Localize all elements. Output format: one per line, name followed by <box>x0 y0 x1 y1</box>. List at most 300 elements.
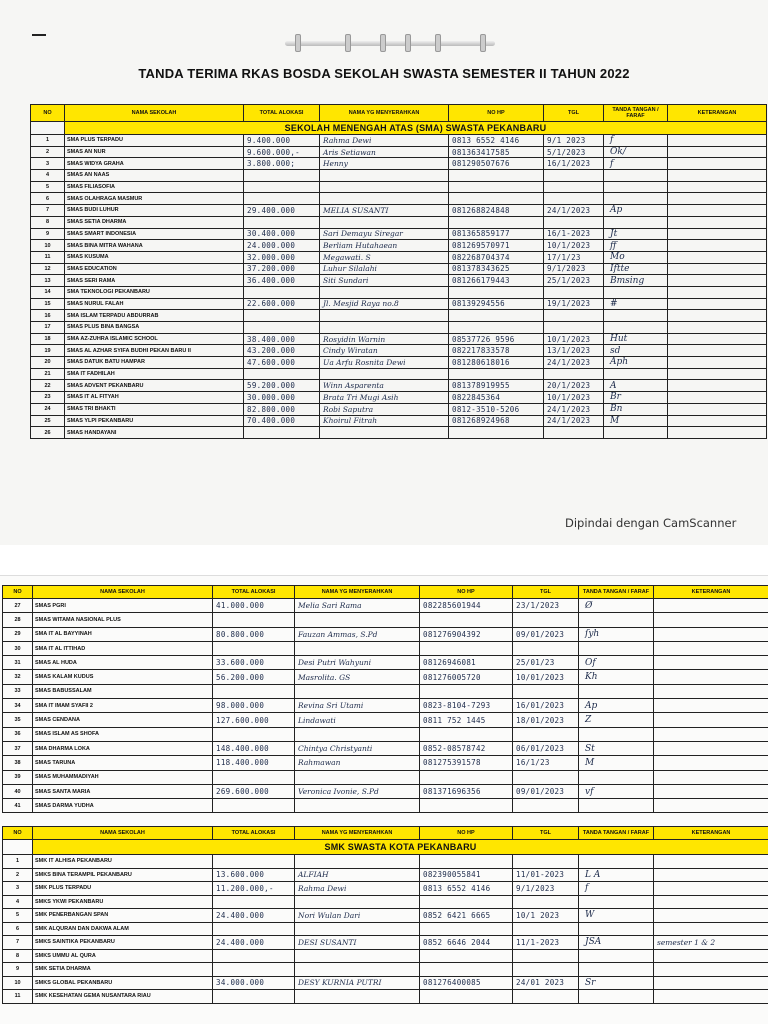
cell-no: 26 <box>31 427 65 439</box>
table-row <box>3 770 768 784</box>
cell-phone: 08126946081 <box>420 656 513 670</box>
cell-school: SMK PENERBANGAN SPAN <box>33 909 213 923</box>
cell-phone: 0812-3510-5206 <box>449 403 544 415</box>
table-row <box>31 357 767 369</box>
cell-date <box>513 684 579 698</box>
cell-date: 24/1/2023 <box>544 357 604 369</box>
table-row <box>3 641 768 655</box>
cell-school: SMAS NURUL FALAH <box>65 298 244 310</box>
cell-phone: 0852 6646 2044 <box>420 936 513 950</box>
cell-signature: f <box>579 882 654 896</box>
header-date: TGL <box>513 586 579 599</box>
cell-phone: 082390055841 <box>420 868 513 882</box>
cell-no: 1 <box>31 135 65 147</box>
cell-no: 9 <box>3 963 33 977</box>
header-submitter: NAMA YG MENYERAHKAN <box>295 586 420 599</box>
cell-no: 30 <box>3 641 33 655</box>
cell-school: SMAS YLPI PEKANBARU <box>65 415 244 427</box>
cell-no: 8 <box>31 216 65 228</box>
cell-date <box>513 922 579 936</box>
cell-date <box>513 963 579 977</box>
cell-school: SMAS TARUNA <box>33 756 213 770</box>
cell-school: SMAS BINA MITRA WAHANA <box>65 240 244 252</box>
cell-date: 24/1/2023 <box>544 415 604 427</box>
cell-signature: f <box>604 158 668 170</box>
cell-phone: 082217833578 <box>449 345 544 357</box>
cell-total: 47.600.000 <box>244 357 320 369</box>
table-row <box>3 727 768 741</box>
cell-total: 127.600.000 <box>213 713 295 727</box>
cell-submitter: Melia Sari Rama <box>295 599 420 613</box>
cell-signature <box>604 286 668 298</box>
cell-submitter: Lindawati <box>295 713 420 727</box>
cell-signature <box>604 322 668 334</box>
cell-school: SMAS PGRI <box>33 599 213 613</box>
cell-total: 36.400.000 <box>244 275 320 287</box>
cell-note <box>654 990 768 1004</box>
cell-submitter: Masrolita. GS <box>295 670 420 684</box>
cell-submitter: Rahma Dewi <box>295 882 420 896</box>
cell-signature <box>579 949 654 963</box>
cell-phone <box>420 770 513 784</box>
table-row <box>3 868 768 882</box>
cell-date <box>544 310 604 322</box>
cell-total: 43.200.000 <box>244 345 320 357</box>
cell-submitter: MELIA SUSANTI <box>320 205 449 217</box>
cell-signature <box>579 799 654 813</box>
header-note: KETERANGAN <box>668 105 767 122</box>
cell-total: 70.400.000 <box>244 415 320 427</box>
header-total: TOTAL ALOKASI <box>213 586 295 599</box>
cell-no: 32 <box>3 670 33 684</box>
cell-no: 11 <box>31 251 65 263</box>
cell-signature: Ok/ <box>604 146 668 158</box>
cell-no: 19 <box>31 345 65 357</box>
table-row <box>3 656 768 670</box>
cell-school: SMA TEKNOLOGI PEKANBARU <box>65 286 244 298</box>
cell-date: 11/01-2023 <box>513 868 579 882</box>
cell-no: 27 <box>3 599 33 613</box>
cell-school: SMAS KALAM KUDUS <box>33 670 213 684</box>
cell-note <box>654 895 768 909</box>
cell-total: 3.800.000; <box>244 158 320 170</box>
cell-school: SMKS YKWI PEKANBARU <box>33 895 213 909</box>
cell-no: 17 <box>31 322 65 334</box>
cell-phone <box>420 963 513 977</box>
cell-note <box>654 976 768 990</box>
cell-no: 37 <box>3 741 33 755</box>
table-row <box>31 205 767 217</box>
cell-note <box>654 613 768 627</box>
cell-note <box>654 699 768 713</box>
cell-submitter <box>320 286 449 298</box>
cell-date: 17/1/23 <box>544 251 604 263</box>
cell-no: 2 <box>3 868 33 882</box>
cell-submitter <box>295 855 420 869</box>
cell-total: 33.600.000 <box>213 656 295 670</box>
table-row <box>31 286 767 298</box>
cell-date <box>513 895 579 909</box>
cell-no: 21 <box>31 368 65 380</box>
cell-phone <box>449 427 544 439</box>
cell-total: 38.400.000 <box>244 333 320 345</box>
cell-school: SMAS SERI RAMA <box>65 275 244 287</box>
cell-note <box>654 713 768 727</box>
cell-note <box>668 240 767 252</box>
header-submitter: NAMA YG MENYERAHKAN <box>295 827 420 840</box>
cell-submitter <box>295 641 420 655</box>
cell-date: 19/1/2023 <box>544 298 604 310</box>
cell-signature <box>579 895 654 909</box>
cell-phone <box>420 799 513 813</box>
cell-note <box>654 770 768 784</box>
cell-school: SMAS DATUK BATU HAMPAR <box>65 357 244 369</box>
cell-signature: Mo <box>604 251 668 263</box>
cell-school: SMAS HANDAYANI <box>65 427 244 439</box>
header-total: TOTAL ALOKASI <box>244 105 320 122</box>
cell-note <box>668 181 767 193</box>
cell-phone <box>420 613 513 627</box>
cell-date <box>513 855 579 869</box>
cell-phone: 0823-8104-7293 <box>420 699 513 713</box>
cell-school: SMK PLUS TERPADU <box>33 882 213 896</box>
cell-note <box>668 392 767 404</box>
cell-total <box>244 193 320 205</box>
cell-no: 4 <box>31 170 65 182</box>
cell-signature <box>604 216 668 228</box>
cell-phone: 08537726 9596 <box>449 333 544 345</box>
cell-total: 59.200.000 <box>244 380 320 392</box>
cell-phone: 0811 752 1445 <box>420 713 513 727</box>
cell-signature: L A <box>579 868 654 882</box>
cell-submitter <box>320 322 449 334</box>
cell-school: SMK SETIA DHARMA <box>33 963 213 977</box>
cell-no: 34 <box>3 699 33 713</box>
table-row <box>3 882 768 896</box>
header-note: KETERANGAN <box>654 586 768 599</box>
cell-submitter <box>295 770 420 784</box>
cell-total: 98.000.000 <box>213 699 295 713</box>
cell-note <box>668 286 767 298</box>
cell-date: 13/1/2023 <box>544 345 604 357</box>
cell-signature: Br <box>604 392 668 404</box>
cell-submitter <box>320 193 449 205</box>
header-no: NO <box>3 586 33 599</box>
table-row <box>3 936 768 950</box>
cell-signature: M <box>579 756 654 770</box>
cell-signature: # <box>604 298 668 310</box>
cell-no: 41 <box>3 799 33 813</box>
cell-total: 80.800.000 <box>213 627 295 641</box>
header-sign: TANDA TANGAN / FARAF <box>579 586 654 599</box>
cell-no: 15 <box>31 298 65 310</box>
cell-date: 5/1/2023 <box>544 146 604 158</box>
cell-note <box>654 727 768 741</box>
cell-date <box>513 990 579 1004</box>
table-row <box>3 599 768 613</box>
cell-note <box>668 170 767 182</box>
cell-submitter <box>295 963 420 977</box>
cell-note <box>654 684 768 698</box>
cell-note <box>654 670 768 684</box>
table-row <box>31 298 767 310</box>
cell-no: 18 <box>31 333 65 345</box>
cell-date <box>544 216 604 228</box>
cell-school: SMA AZ-ZUHRA ISLAMIC SCHOOL <box>65 333 244 345</box>
cell-phone <box>420 990 513 1004</box>
cell-total <box>213 855 295 869</box>
cell-note <box>668 380 767 392</box>
cell-phone <box>420 949 513 963</box>
cell-total <box>244 181 320 193</box>
cell-no: 10 <box>3 976 33 990</box>
table-row <box>3 627 768 641</box>
cell-signature: ſyh <box>579 627 654 641</box>
cell-no: 4 <box>3 895 33 909</box>
cell-phone <box>449 193 544 205</box>
cell-total <box>244 286 320 298</box>
cell-note <box>668 322 767 334</box>
cell-submitter: Cindy Wiratan <box>320 345 449 357</box>
cell-total <box>213 799 295 813</box>
cell-no: 2 <box>31 146 65 158</box>
cell-school: SMAS DARMA YUDHA <box>33 799 213 813</box>
cell-signature: ff <box>604 240 668 252</box>
cell-school: SMKS UMMU AL QURA <box>33 949 213 963</box>
cell-submitter <box>320 427 449 439</box>
cell-school: SMA DHARMA LOKA <box>33 741 213 755</box>
cell-note <box>668 310 767 322</box>
cell-note <box>668 403 767 415</box>
header-date: TGL <box>513 827 579 840</box>
binder-clip <box>285 30 495 56</box>
cell-total <box>213 770 295 784</box>
cell-school: SMAS WITAMA NASIONAL PLUS <box>33 613 213 627</box>
cell-date <box>513 613 579 627</box>
cell-total: 32.000.000 <box>244 251 320 263</box>
cell-total <box>244 368 320 380</box>
cell-date: 09/01/2023 <box>513 627 579 641</box>
cell-school: SMK ALQURAN DAN DAKWA ALAM <box>33 922 213 936</box>
table-row <box>31 368 767 380</box>
cell-signature <box>579 770 654 784</box>
cell-submitter: DESY KURNIA PUTRI <box>295 976 420 990</box>
cell-phone: 081276005720 <box>420 670 513 684</box>
cell-note <box>668 345 767 357</box>
cell-submitter: Megawati. S <box>320 251 449 263</box>
cell-signature <box>579 990 654 1004</box>
header-submitter: NAMA YG MENYERAHKAN <box>320 105 449 122</box>
cell-note <box>654 599 768 613</box>
cell-note <box>668 368 767 380</box>
cell-no: 9 <box>31 228 65 240</box>
cell-phone: 081363417585 <box>449 146 544 158</box>
cell-submitter: Revina Sri Utami <box>295 699 420 713</box>
section-title-smk: SMK SWASTA KOTA PEKANBARU <box>33 840 768 855</box>
cell-signature <box>579 963 654 977</box>
cell-no: 6 <box>3 922 33 936</box>
smk-table <box>2 826 768 1004</box>
table-row <box>3 990 768 1004</box>
cell-school: SMAS AN NUR <box>65 146 244 158</box>
cell-note <box>654 882 768 896</box>
cell-note <box>654 741 768 755</box>
cell-submitter: Rahmawan <box>295 756 420 770</box>
cell-total: 56.200.000 <box>213 670 295 684</box>
cell-date <box>544 193 604 205</box>
table-row <box>3 670 768 684</box>
cell-no: 11 <box>3 990 33 1004</box>
cell-signature: sd <box>604 345 668 357</box>
cell-phone: 081275391578 <box>420 756 513 770</box>
cell-school: SMAS FILIASOFIA <box>65 181 244 193</box>
cell-total <box>213 684 295 698</box>
cell-submitter <box>295 613 420 627</box>
cell-date <box>513 727 579 741</box>
cell-date: 11/1-2023 <box>513 936 579 950</box>
cell-phone <box>449 181 544 193</box>
cell-total: 9.600.000,- <box>244 146 320 158</box>
cell-phone <box>449 216 544 228</box>
cell-no: 33 <box>3 684 33 698</box>
header-school: NAMA SEKOLAH <box>33 827 213 840</box>
cell-note <box>668 427 767 439</box>
cell-submitter <box>320 310 449 322</box>
cell-submitter: Winn Asparenta <box>320 380 449 392</box>
cell-school: SMA IT IMAM SYAFII 2 <box>33 699 213 713</box>
cell-school: SMAS OLAHRAGA MASMUR <box>65 193 244 205</box>
table-row <box>31 333 767 345</box>
sma-table-page-2 <box>2 585 768 813</box>
cell-school: SMK KESEHATAN GEMA NUSANTARA RIAU <box>33 990 213 1004</box>
cell-note <box>668 333 767 345</box>
cell-signature <box>579 641 654 655</box>
table-row <box>3 784 768 798</box>
cell-total: 37.200.000 <box>244 263 320 275</box>
table-row <box>3 684 768 698</box>
cell-no: 29 <box>3 627 33 641</box>
cell-date: 24/1/2023 <box>544 205 604 217</box>
cell-signature: f <box>604 135 668 147</box>
cell-school: SMAS IT AL FITYAH <box>65 392 244 404</box>
cell-date: 9/1 2023 <box>544 135 604 147</box>
cell-no: 5 <box>31 181 65 193</box>
cell-phone <box>420 895 513 909</box>
cell-signature: Of <box>579 656 654 670</box>
cell-submitter: Ua Arfu Rosnita Dewi <box>320 357 449 369</box>
section-row <box>3 840 768 855</box>
cell-submitter: Siti Sundari <box>320 275 449 287</box>
cell-signature: Bmsing <box>604 275 668 287</box>
cell-signature <box>604 310 668 322</box>
cell-signature: Kh <box>579 670 654 684</box>
cell-phone: 081269570971 <box>449 240 544 252</box>
cell-no: 3 <box>3 882 33 896</box>
cell-submitter: Robi Saputra <box>320 403 449 415</box>
cell-note <box>654 922 768 936</box>
table-header-row <box>3 586 768 599</box>
cell-signature <box>579 613 654 627</box>
cell-no: 39 <box>3 770 33 784</box>
table-row <box>31 263 767 275</box>
cell-date <box>544 286 604 298</box>
table-row <box>31 403 767 415</box>
cell-date <box>544 427 604 439</box>
cell-phone: 081290507676 <box>449 158 544 170</box>
cell-note <box>654 656 768 670</box>
cell-phone <box>420 922 513 936</box>
cell-total: 13.600.000 <box>213 868 295 882</box>
sma-table-page-1 <box>30 104 767 439</box>
cell-school: SMKS GLOBAL PEKANBARU <box>33 976 213 990</box>
header-no: NO <box>3 827 33 840</box>
cell-date: 09/01/2023 <box>513 784 579 798</box>
cell-note <box>654 949 768 963</box>
cell-phone: 081365859177 <box>449 228 544 240</box>
cell-signature <box>604 193 668 205</box>
table-row <box>31 415 767 427</box>
cell-submitter <box>295 684 420 698</box>
header-sign: TANDA TANGAN / FARAF <box>604 105 668 122</box>
cell-school: SMKS BINA TERAMPIL PEKANBARU <box>33 868 213 882</box>
cell-phone <box>420 727 513 741</box>
table-row <box>3 756 768 770</box>
cell-phone: 0822845364 <box>449 392 544 404</box>
cell-phone: 0852 6421 6665 <box>420 909 513 923</box>
cell-no: 36 <box>3 727 33 741</box>
cell-total <box>213 727 295 741</box>
cell-no: 12 <box>31 263 65 275</box>
table-row <box>3 922 768 936</box>
cell-date: 16/1-2023 <box>544 228 604 240</box>
cell-date <box>544 322 604 334</box>
cell-note <box>668 357 767 369</box>
table-row <box>31 135 767 147</box>
cell-signature: Bn <box>604 403 668 415</box>
cell-note <box>668 193 767 205</box>
cell-total: 22.600.000 <box>244 298 320 310</box>
cell-submitter: Aris Setiawan <box>320 146 449 158</box>
header-phone: NO HP <box>420 586 513 599</box>
cell-signature: Sr <box>579 976 654 990</box>
cell-total: 29.400.000 <box>244 205 320 217</box>
cell-phone: 081276904392 <box>420 627 513 641</box>
cell-total: 30.400.000 <box>244 228 320 240</box>
cell-note <box>654 963 768 977</box>
cell-signature <box>579 922 654 936</box>
cell-phone: 081371696356 <box>420 784 513 798</box>
cell-submitter <box>295 895 420 909</box>
cell-no: 22 <box>31 380 65 392</box>
cell-phone: 0852-08578742 <box>420 741 513 755</box>
section-title-sma: SEKOLAH MENENGAH ATAS (SMA) SWASTA PEKANBARU <box>65 122 767 135</box>
cell-total: 34.000.000 <box>213 976 295 990</box>
cell-date: 23/1/2023 <box>513 599 579 613</box>
cell-submitter <box>295 727 420 741</box>
cell-phone <box>420 641 513 655</box>
cell-submitter: Rosyidin Warnin <box>320 333 449 345</box>
cell-submitter: Chintya Christyanti <box>295 741 420 755</box>
cell-school: SMAS ISLAM AS SHOFA <box>33 727 213 741</box>
cell-school: SMK IT ALHISA PEKANBARU <box>33 855 213 869</box>
cell-total <box>213 922 295 936</box>
cell-total: 118.400.000 <box>213 756 295 770</box>
cell-phone: 081378343625 <box>449 263 544 275</box>
cell-total <box>213 990 295 1004</box>
cell-note <box>668 158 767 170</box>
cell-school: SMAS PLUS BINA BANGSA <box>65 322 244 334</box>
cell-submitter: ALFIAH <box>295 868 420 882</box>
